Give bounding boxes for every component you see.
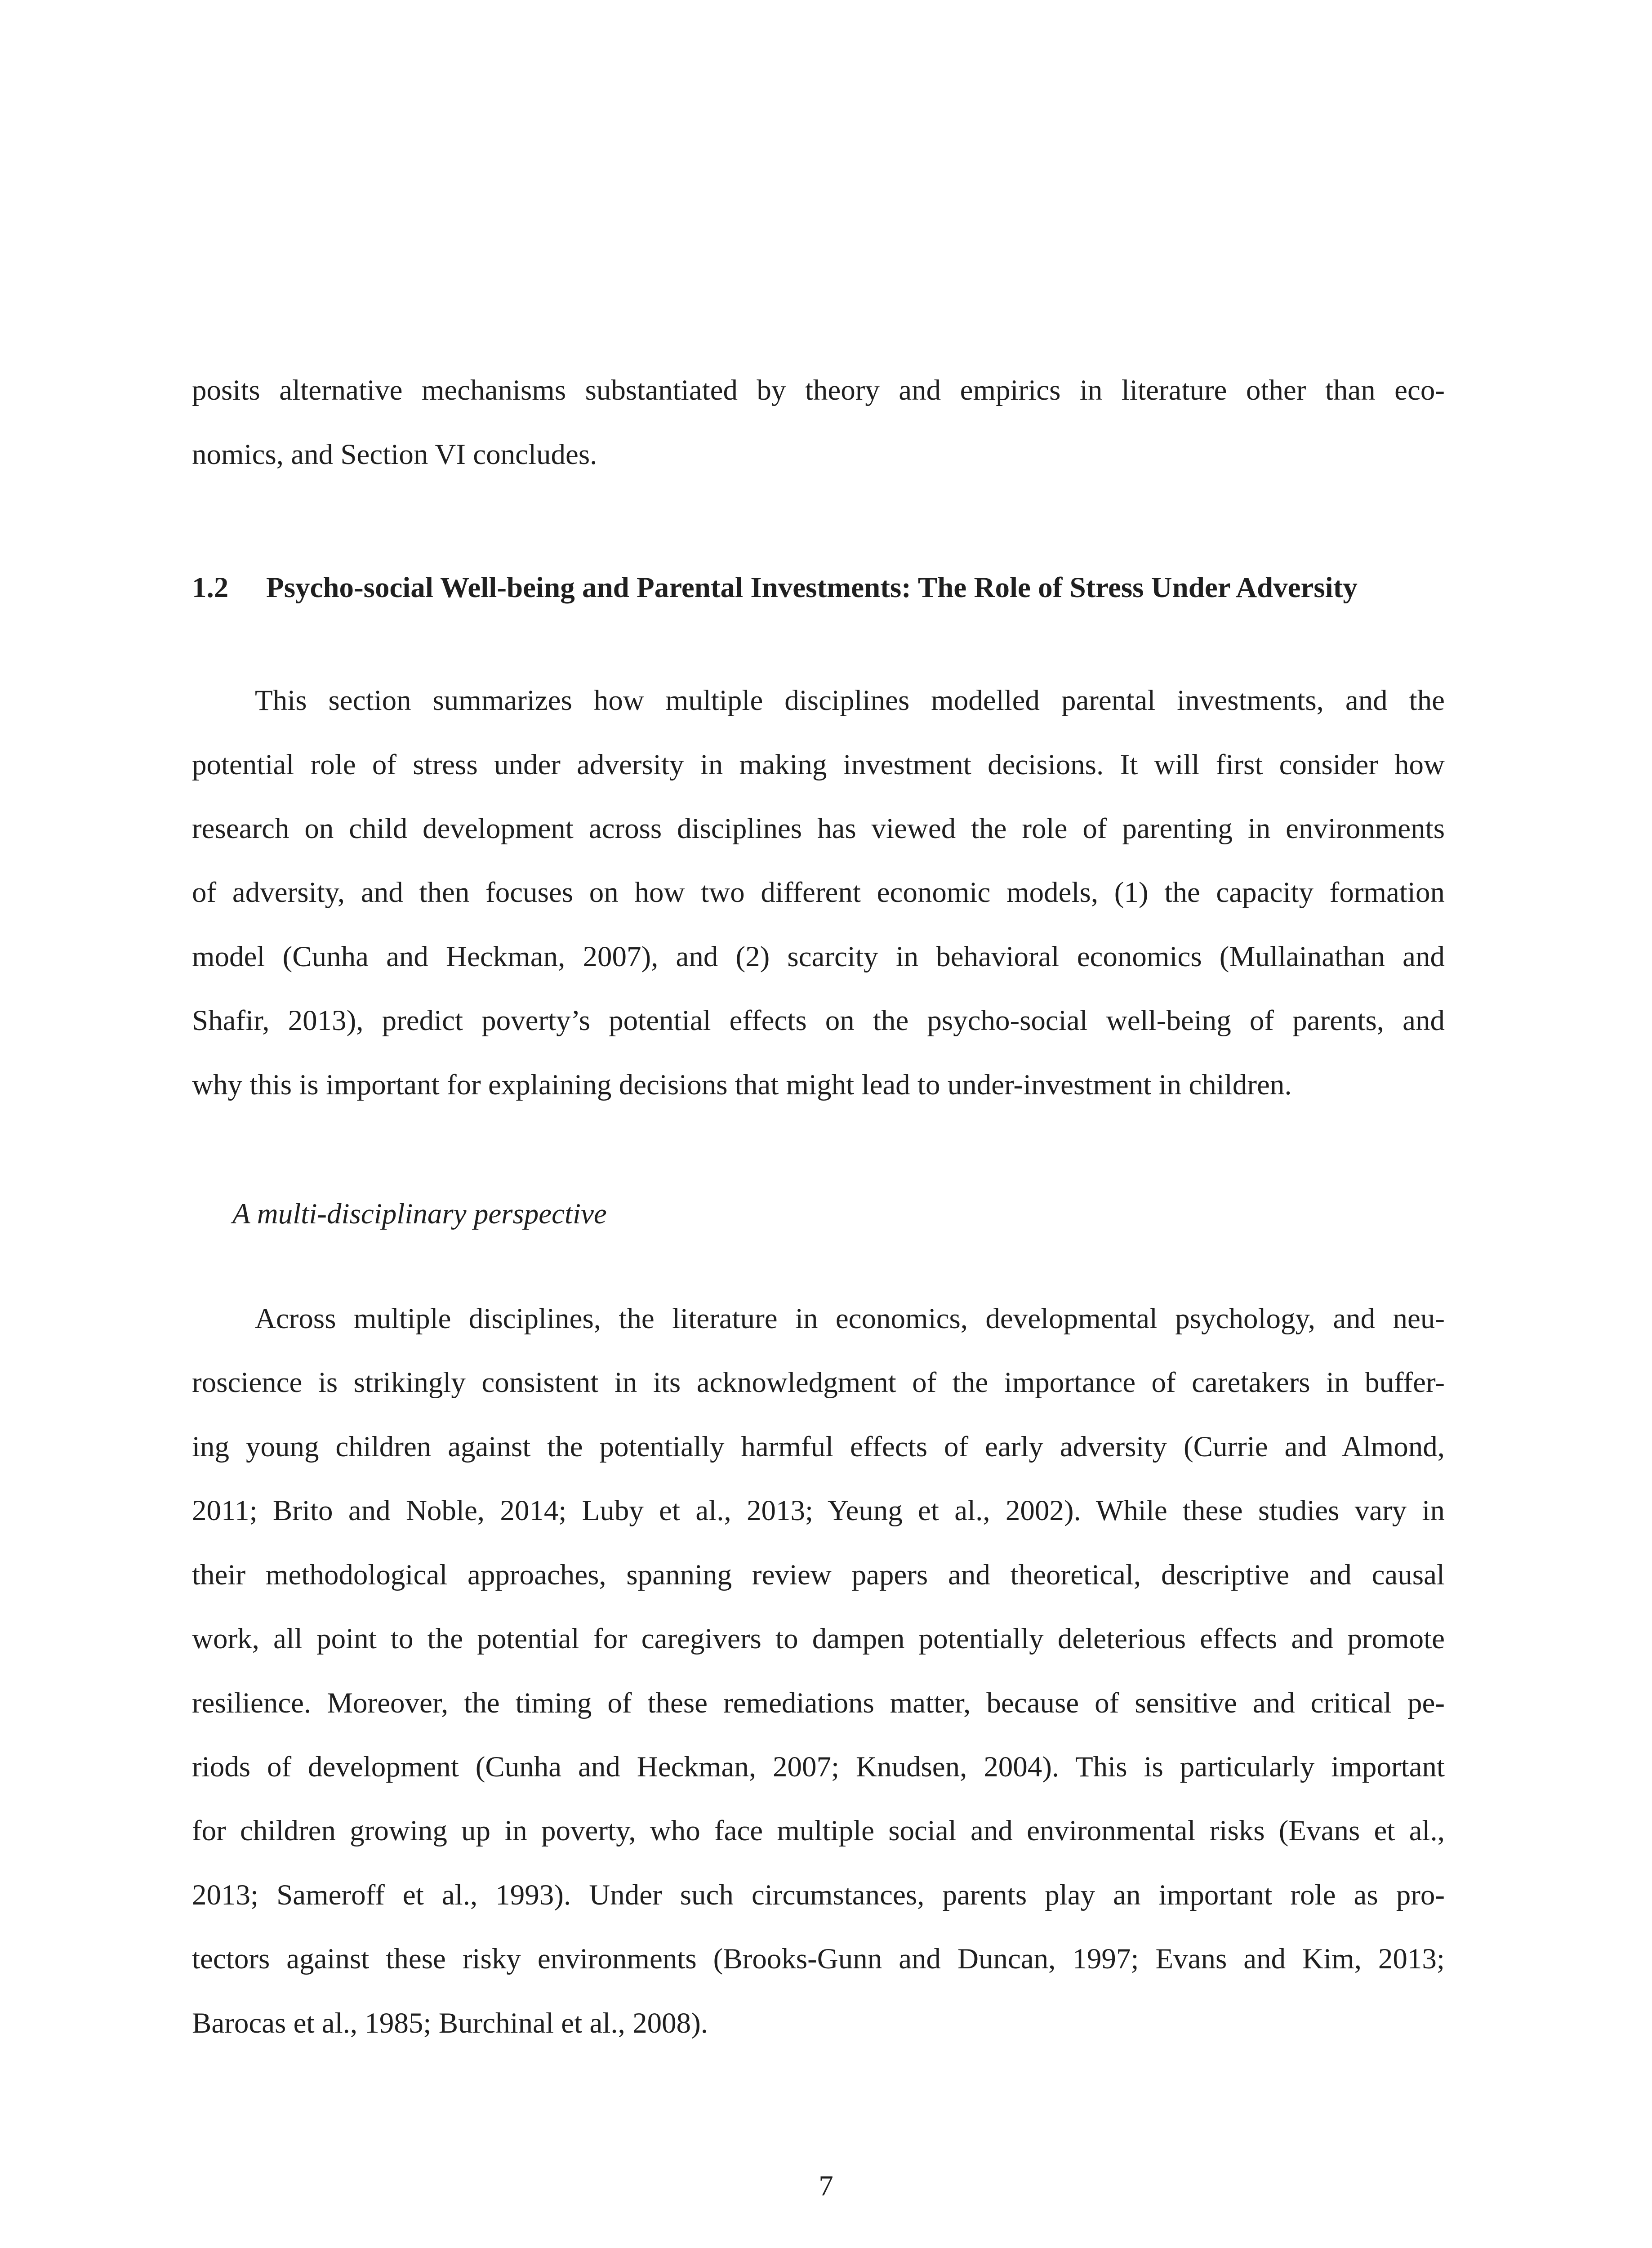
- paragraph1-line-3: research on child development across disciplines has viewed the role of parenting in environments: [192, 812, 1445, 845]
- subsection-title: A multi-disciplinary perspective: [232, 1198, 607, 1230]
- section-heading: [192, 567, 1445, 608]
- paragraph2-line-2: roscience is strikingly consistent in its acknowledgment of the importance of caretakers in buffer-: [192, 1366, 1445, 1399]
- paragraph1-line-1: This section summarizes how multiple disciplines modelled parental investments, and the: [255, 684, 1445, 717]
- paragraph2-line-1: Across multiple disciplines, the literature in economics, developmental psychology, and neu-: [255, 1302, 1445, 1335]
- paragraph2-line-12: Barocas et al., 1985; Burchinal et al., 2008).: [192, 2007, 708, 2039]
- paragraph2-line-11: tectors against these risky environments (Brooks-Gunn and Duncan, 1997; Evans and Kim, 2013;: [192, 1943, 1445, 1975]
- intro-line-1: posits alternative mechanisms substantiated by theory and empirics in literature other than eco-: [192, 374, 1445, 406]
- paragraph1-line-2: potential role of stress under adversity in making investment decisions. It will first consider how: [192, 749, 1445, 781]
- paragraph2-line-3: ing young children against the potentially harmful effects of early adversity (Currie and Almond,: [192, 1431, 1445, 1463]
- paragraph2-line-5: their methodological approaches, spanning review papers and theoretical, descriptive and causal: [192, 1559, 1445, 1591]
- section-number: 1.2: [192, 571, 229, 604]
- paragraph2-line-9: for children growing up in poverty, who face multiple social and environmental risks (Evans et al.,: [192, 1815, 1445, 1847]
- paragraph1-line-7: why this is important for explaining decisions that might lead to under-investment in children.: [192, 1069, 1292, 1101]
- paragraph2-line-8: riods of development (Cunha and Heckman, 2007; Knudsen, 2004). This is particularly important: [192, 1751, 1445, 1783]
- paragraph2-line-7: resilience. Moreover, the timing of these remediations matter, because of sensitive and critical pe-: [192, 1687, 1445, 1719]
- paragraph1-line-5: model (Cunha and Heckman, 2007), and (2) scarcity in behavioral economics (Mullainathan and: [192, 941, 1445, 973]
- paragraph1-line-6: Shafir, 2013), predict poverty’s potential effects on the psycho-social well-being of parents, and: [192, 1004, 1445, 1037]
- paragraph2-line-4: 2011; Brito and Noble, 2014; Luby et al., 2013; Yeung et al., 2002). While these studies vary in: [192, 1494, 1445, 1527]
- page-number: 7: [819, 2170, 833, 2202]
- paragraph1-line-4: of adversity, and then focuses on how two different economic models, (1) the capacity formation: [192, 876, 1445, 909]
- section-title: Psycho-social Well-being and Parental Investments: The Role of Stress Under Adversity: [266, 571, 1358, 604]
- paragraph2-line-6: work, all point to the potential for caregivers to dampen potentially deleterious effects and promote: [192, 1623, 1445, 1655]
- intro-line-2: nomics, and Section VI concludes.: [192, 438, 597, 471]
- paragraph2-line-10: 2013; Sameroff et al., 1993). Under such circumstances, parents play an important role as pro-: [192, 1879, 1445, 1911]
